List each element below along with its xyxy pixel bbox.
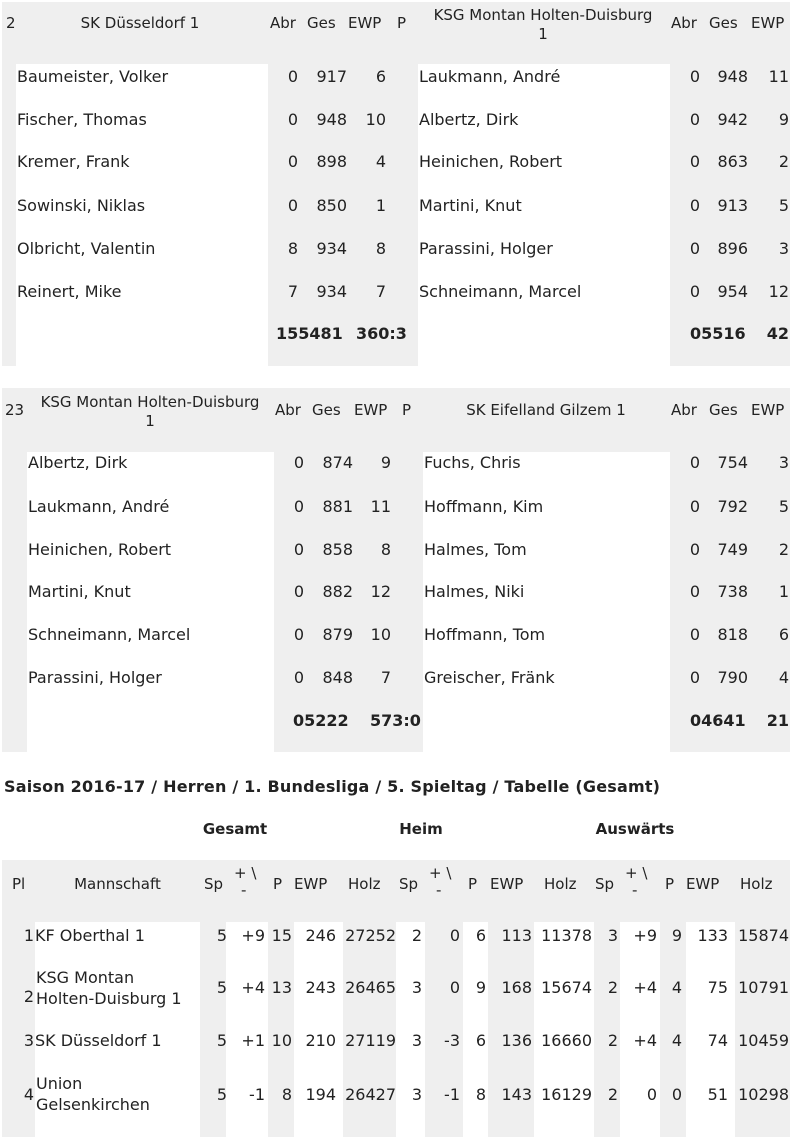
home-ges: 850	[316, 196, 347, 215]
a-ewp: 75	[707, 978, 728, 997]
team-name: Union	[36, 1074, 83, 1093]
a-p: 9	[671, 926, 682, 945]
away-abr: 0	[689, 453, 700, 472]
home-player-name: Olbricht, Valentin	[17, 239, 156, 258]
h-holz: 16660	[541, 1031, 592, 1050]
home-ges: 934	[316, 239, 347, 258]
g-diff: +1	[241, 1031, 265, 1050]
col-abr: Abr	[671, 14, 697, 32]
h-sp: 3	[411, 978, 422, 997]
standings-band-a-holz	[735, 922, 790, 1137]
col-ges: Ges	[709, 401, 738, 419]
away-team-name-line1: KSG Montan Holten-Duisburg	[433, 6, 653, 24]
away-abr: 0	[689, 497, 700, 516]
col-ewp: EWP	[294, 875, 328, 893]
col-p: P	[468, 875, 478, 893]
h-sp: 3	[411, 1085, 422, 1104]
col-ewp: EWP	[354, 401, 388, 419]
home-abr: 0	[287, 110, 298, 129]
page-title: Saison 2016-17 / Herren / 1. Bundesliga / 5. Spieltag / Tabelle (Gesamt)	[4, 777, 661, 796]
away-ewp: 12	[768, 282, 789, 301]
g-sp: 5	[216, 1031, 227, 1050]
h-diff: 0	[449, 926, 460, 945]
away-ges: 749	[717, 540, 748, 559]
home-abr: 7	[287, 282, 298, 301]
match-2-left-band	[2, 452, 27, 752]
g-p: 8	[281, 1085, 292, 1104]
home-ewp: 4	[375, 152, 386, 171]
home-player-name: Parassini, Holger	[28, 668, 162, 687]
g-sp: 5	[216, 978, 227, 997]
col-plusminus: + \	[625, 864, 648, 882]
away-ges: 818	[717, 625, 748, 644]
a-p: 0	[671, 1085, 682, 1104]
match-1-header-bg	[2, 2, 790, 64]
standings-band-g-p	[268, 922, 294, 1137]
home-ges: 882	[322, 582, 353, 601]
home-total-ewp: 573:0	[370, 711, 421, 730]
home-ewp: 7	[380, 668, 391, 687]
match-number: 2	[6, 14, 16, 32]
home-ewp: 10	[370, 625, 391, 644]
away-player-name: Hoffmann, Kim	[424, 497, 544, 516]
away-ewp: 2	[778, 152, 789, 171]
away-abr: 0	[689, 152, 700, 171]
home-ewp: 8	[380, 540, 391, 559]
away-total-ewp: 21	[766, 711, 789, 730]
away-abr: 0	[689, 668, 700, 687]
away-total: 05516	[690, 324, 746, 343]
group-auswaerts: Auswärts	[595, 820, 675, 838]
home-ges: 879	[322, 625, 353, 644]
col-ewp: EWP	[348, 14, 382, 32]
away-player-name: Hoffmann, Tom	[424, 625, 546, 644]
g-sp: 5	[216, 1085, 227, 1104]
team-name-line2: Holten-Duisburg 1	[36, 989, 182, 1008]
a-p: 4	[671, 1031, 682, 1050]
away-total: 04641	[690, 711, 746, 730]
home-abr: 0	[287, 152, 298, 171]
g-p: 13	[271, 978, 292, 997]
away-ewp: 1	[778, 582, 789, 601]
a-holz: 10298	[738, 1085, 789, 1104]
away-abr: 0	[689, 540, 700, 559]
away-team-name-line2: 1	[538, 25, 548, 43]
a-ewp: 51	[707, 1085, 728, 1104]
away-player-name: Fuchs, Chris	[424, 453, 521, 472]
standings-left-band	[2, 922, 35, 1137]
standings-band-g-holz	[343, 922, 396, 1137]
home-team-name: SK Düsseldorf 1	[80, 14, 200, 32]
standings-band-h-ewp	[488, 922, 534, 1137]
away-ges: 738	[717, 582, 748, 601]
home-ges: 898	[316, 152, 347, 171]
home-abr: 0	[293, 453, 304, 472]
home-abr: 0	[293, 625, 304, 644]
away-player-name: Heinichen, Robert	[419, 152, 563, 171]
home-abr: 8	[287, 239, 298, 258]
home-ges: 917	[316, 67, 347, 86]
a-diff: +4	[633, 978, 657, 997]
g-holz: 26465	[345, 978, 396, 997]
a-holz: 10459	[738, 1031, 789, 1050]
away-ges: 913	[717, 196, 748, 215]
team-name-line2: Gelsenkirchen	[36, 1095, 150, 1114]
col-ewp: EWP	[686, 875, 720, 893]
g-ewp: 246	[305, 926, 336, 945]
h-holz: 11378	[541, 926, 592, 945]
a-sp: 3	[607, 926, 618, 945]
home-player-name: Schneimann, Marcel	[28, 625, 191, 644]
col-ewp: EWP	[751, 401, 785, 419]
col-mannschaft: Mannschaft	[74, 875, 161, 893]
g-p: 15	[271, 926, 292, 945]
rank: 4	[23, 1085, 34, 1104]
standings-band-a-sp	[594, 922, 620, 1137]
standings-band-h-pm	[425, 922, 463, 1137]
away-ges: 896	[717, 239, 748, 258]
away-ewp: 11	[768, 67, 789, 86]
away-ges: 948	[717, 67, 748, 86]
a-diff: 0	[646, 1085, 657, 1104]
away-ewp: 5	[778, 497, 789, 516]
away-ges: 790	[717, 668, 748, 687]
home-player-name: Heinichen, Robert	[28, 540, 172, 559]
h-sp: 2	[411, 926, 422, 945]
away-ewp: 3	[778, 239, 789, 258]
away-ges: 792	[717, 497, 748, 516]
rank: 1	[23, 926, 34, 945]
away-ewp: 6	[778, 625, 789, 644]
a-ewp: 133	[697, 926, 728, 945]
away-abr: 0	[689, 282, 700, 301]
home-ges: 858	[322, 540, 353, 559]
h-holz: 15674	[541, 978, 592, 997]
col-plusminus: + \	[429, 864, 452, 882]
a-diff: +4	[633, 1031, 657, 1050]
g-sp: 5	[216, 926, 227, 945]
col-ges: Ges	[312, 401, 341, 419]
home-total-ewp: 360:3	[356, 324, 407, 343]
away-player-name: Albertz, Dirk	[419, 110, 519, 129]
col-plusminus-minus: -	[436, 881, 442, 899]
home-ewp: 7	[375, 282, 386, 301]
a-sp: 2	[607, 1031, 618, 1050]
away-abr: 0	[689, 110, 700, 129]
a-ewp: 74	[707, 1031, 728, 1050]
standings-band-g-sp	[200, 922, 226, 1137]
match-1-left-band	[2, 64, 16, 366]
h-ewp: 168	[501, 978, 532, 997]
col-p: P	[397, 14, 407, 32]
h-ewp: 113	[501, 926, 532, 945]
away-ges: 942	[717, 110, 748, 129]
away-abr: 0	[689, 582, 700, 601]
g-diff: -1	[249, 1085, 265, 1104]
standings-band-a-p	[660, 922, 686, 1137]
g-diff: +9	[241, 926, 265, 945]
g-holz: 27252	[345, 926, 396, 945]
col-plusminus-minus: -	[241, 881, 247, 899]
g-diff: +4	[241, 978, 265, 997]
col-holz: Holz	[348, 875, 381, 893]
group-gesamt: Gesamt	[202, 820, 268, 838]
h-diff: -3	[444, 1031, 460, 1050]
col-sp: Sp	[399, 875, 419, 893]
home-player-name: Reinert, Mike	[17, 282, 122, 301]
home-ewp: 10	[365, 110, 386, 129]
col-sp: Sp	[204, 875, 224, 893]
away-ewp: 2	[778, 540, 789, 559]
col-holz: Holz	[544, 875, 577, 893]
away-abr: 0	[689, 239, 700, 258]
a-sp: 2	[607, 1085, 618, 1104]
home-ges: 874	[322, 453, 353, 472]
home-player-name: Albertz, Dirk	[28, 453, 128, 472]
away-ewp: 5	[778, 196, 789, 215]
away-abr: 0	[689, 196, 700, 215]
h-p: 9	[475, 978, 486, 997]
home-player-name: Sowinski, Niklas	[17, 196, 146, 215]
home-abr: 0	[287, 196, 298, 215]
away-total-ewp: 42	[766, 324, 789, 343]
away-ewp: 4	[778, 668, 789, 687]
col-ewp: EWP	[490, 875, 524, 893]
a-p: 4	[671, 978, 682, 997]
away-player-name: Greischer, Fränk	[424, 668, 555, 687]
away-ewp: 3	[778, 453, 789, 472]
h-p: 8	[475, 1085, 486, 1104]
team-name: KF Oberthal 1	[35, 926, 145, 945]
home-abr: 0	[293, 497, 304, 516]
col-ges: Ges	[709, 14, 738, 32]
col-ewp: EWP	[751, 14, 785, 32]
col-abr: Abr	[671, 401, 697, 419]
away-ges: 954	[717, 282, 748, 301]
h-diff: 0	[449, 978, 460, 997]
team-name: SK Düsseldorf 1	[35, 1031, 162, 1050]
h-holz: 16129	[541, 1085, 592, 1104]
col-sp: Sp	[595, 875, 615, 893]
h-ewp: 143	[501, 1085, 532, 1104]
away-abr: 0	[689, 67, 700, 86]
home-ges: 934	[316, 282, 347, 301]
team-name: KSG Montan	[36, 968, 135, 987]
g-ewp: 210	[305, 1031, 336, 1050]
a-holz: 15874	[738, 926, 789, 945]
a-diff: +9	[633, 926, 657, 945]
h-ewp: 136	[501, 1031, 532, 1050]
away-player-name: Halmes, Niki	[424, 582, 525, 601]
home-player-name: Kremer, Frank	[17, 152, 130, 171]
home-total: 155481	[276, 324, 343, 343]
home-ges: 881	[322, 497, 353, 516]
a-sp: 2	[607, 978, 618, 997]
home-abr: 0	[287, 67, 298, 86]
home-ewp: 1	[375, 196, 386, 215]
col-p: P	[402, 401, 412, 419]
rank: 3	[23, 1031, 34, 1050]
home-ewp: 9	[380, 453, 391, 472]
col-ges: Ges	[307, 14, 336, 32]
col-abr: Abr	[270, 14, 296, 32]
away-ges: 863	[717, 152, 748, 171]
match-number: 23	[5, 401, 25, 419]
away-team-name: SK Eifelland Gilzem 1	[466, 401, 626, 419]
h-p: 6	[475, 926, 486, 945]
home-ewp: 12	[370, 582, 391, 601]
home-team-name-line2: 1	[145, 412, 155, 430]
col-plusminus-minus: -	[632, 881, 638, 899]
a-holz: 10791	[738, 978, 789, 997]
away-player-name: Parassini, Holger	[419, 239, 553, 258]
col-plusminus: + \	[234, 864, 257, 882]
group-heim: Heim	[399, 820, 443, 838]
away-ges: 754	[717, 453, 748, 472]
home-abr: 0	[293, 582, 304, 601]
g-holz: 26427	[345, 1085, 396, 1104]
away-ewp: 9	[778, 110, 789, 129]
home-abr: 0	[293, 668, 304, 687]
col-holz: Holz	[740, 875, 773, 893]
home-team-name-line1: KSG Montan Holten-Duisburg	[40, 393, 260, 411]
away-abr: 0	[689, 625, 700, 644]
away-player-name: Laukmann, André	[419, 67, 561, 86]
home-player-name: Laukmann, André	[28, 497, 170, 516]
g-p: 10	[271, 1031, 292, 1050]
home-total: 05222	[293, 711, 349, 730]
home-player-name: Baumeister, Volker	[17, 67, 169, 86]
home-ewp: 6	[375, 67, 386, 86]
home-ewp: 8	[375, 239, 386, 258]
home-abr: 0	[293, 540, 304, 559]
col-p: P	[273, 875, 283, 893]
home-player-name: Martini, Knut	[28, 582, 131, 601]
col-abr: Abr	[275, 401, 301, 419]
home-ges: 848	[322, 668, 353, 687]
col-pl: Pl	[12, 875, 26, 893]
home-player-name: Fischer, Thomas	[17, 110, 147, 129]
h-sp: 3	[411, 1031, 422, 1050]
g-ewp: 243	[305, 978, 336, 997]
away-player-name: Halmes, Tom	[424, 540, 527, 559]
home-ges: 948	[316, 110, 347, 129]
col-p: P	[665, 875, 675, 893]
h-diff: -1	[444, 1085, 460, 1104]
g-holz: 27119	[345, 1031, 396, 1050]
home-ewp: 11	[370, 497, 391, 516]
rank: 2	[23, 987, 34, 1006]
g-ewp: 194	[305, 1085, 336, 1104]
away-player-name: Schneimann, Marcel	[419, 282, 582, 301]
h-p: 6	[475, 1031, 486, 1050]
away-player-name: Martini, Knut	[419, 196, 522, 215]
